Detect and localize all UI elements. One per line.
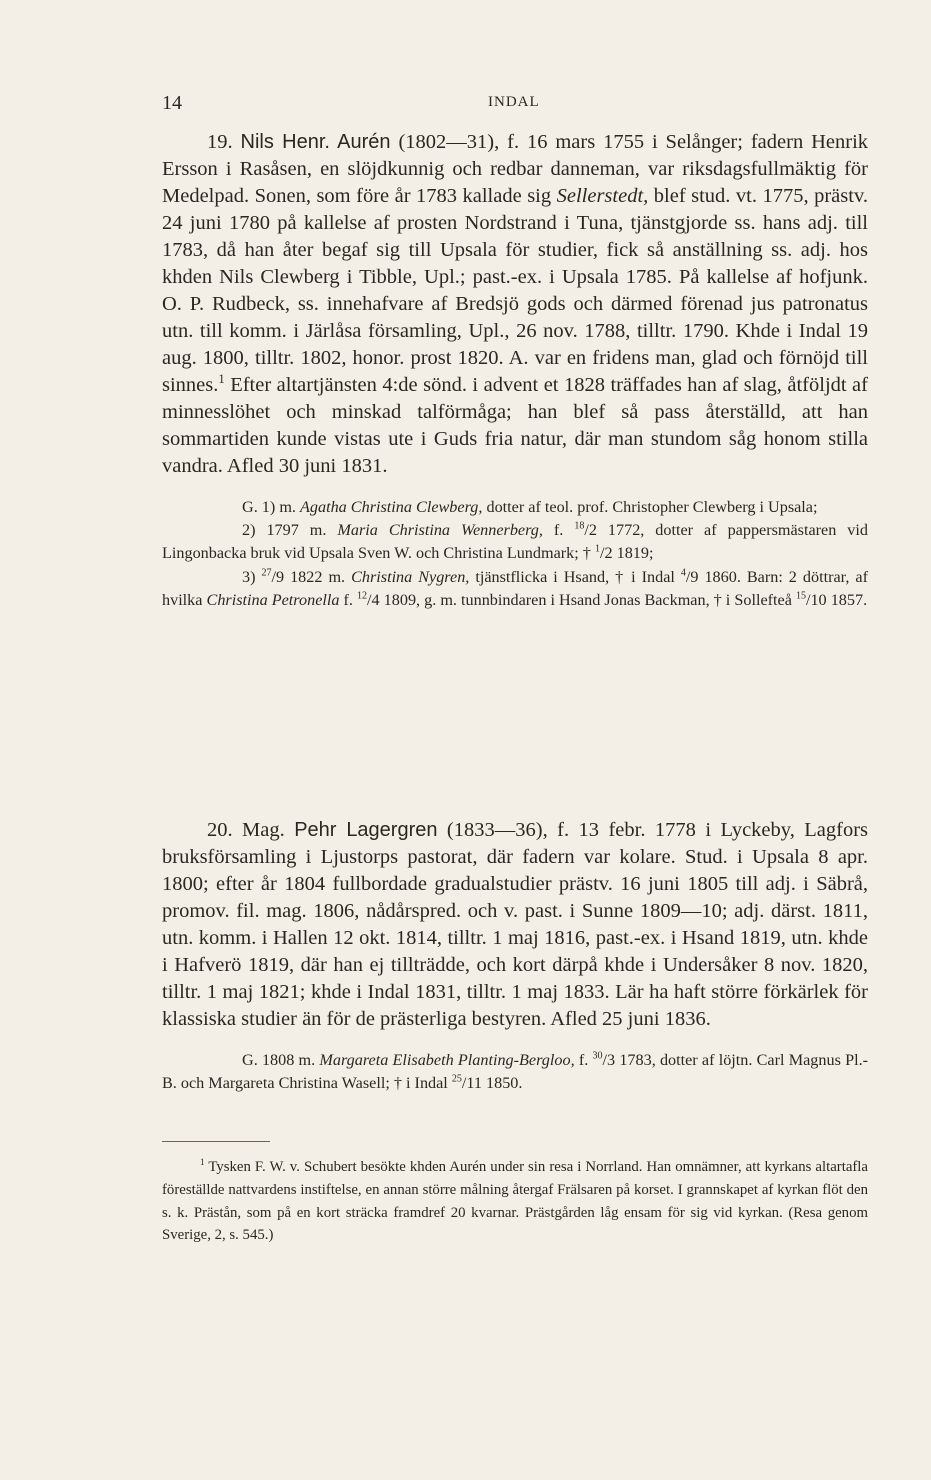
marriage-2 — [162, 519, 868, 565]
genealogy-text: dotter af teol. prof. Christopher Clewberg i Upsala; — [482, 498, 818, 516]
genealogy-text: /11 1850. — [461, 1074, 523, 1093]
date-numerator: 4 — [680, 567, 686, 579]
entry-text: blef stud. vt. 1775, prästv. 24 juni 1780 på kallelse af prosten Nordstrand i Tuna, tjänstgjorde ss. hans adj. till 1783, då han åter begaf sig till Upsala för studier, fick så anställning ss. adj. hos khden Nils Clewberg i Tibble, Upl.; past.-ex. i Upsala 1785. På kallelse af hofjunk. O. P. Rudbeck, ss. innehafvare af Bredsjö gods och därmed förenad jus patronatus utn. till komm. i Järlåsa församling, Upl., 26 nov. 1788, tilltr. 1790. Khde i Indal 19 aug. 1800, tilltr. 1802, honor. prost 1820. A. var en fridens man, glad och förnöjd till sinnes. — [162, 185, 868, 396]
entry-number: 20. Mag. — [207, 819, 285, 841]
date-numerator: 1 — [594, 544, 600, 556]
genealogy-text: /4 1809, g. m. tunnbindaren i Hsand Jonas Backman, † i Sollefteå — [367, 590, 796, 609]
genealogy-text: /2 1772, dotter af pappersmästaren vid Lingonbacka bruk vid Upsala Sven W. och Christina Lundmark; † — [162, 521, 868, 563]
page-number: 14 — [162, 92, 182, 114]
entry-body — [162, 817, 868, 1033]
genealogy-text: /3 1783, dotter af löjtn. Carl Magnus Pl.-B. och Margareta Christina Wasell; † i Indal — [162, 1051, 869, 1093]
date-numerator: 12 — [357, 590, 368, 602]
genealogy-text: f. — [542, 521, 575, 540]
genealogy-text: G. 1) m. — [242, 498, 300, 516]
date-numerator: 30 — [592, 1050, 603, 1062]
genealogy-text: tjänstflicka i Hsand, † i Indal — [469, 567, 681, 586]
running-head: INDAL — [488, 94, 540, 110]
marriage-3 — [162, 566, 868, 612]
date-numerator: 25 — [451, 1073, 462, 1085]
spouse-name: Agatha Christina Clewberg, — [300, 498, 483, 516]
genealogy-text: /2 1819; — [599, 544, 654, 563]
entry-number: 19. — [207, 131, 233, 153]
genealogy-text: 2) 1797 m. — [242, 521, 338, 540]
genealogy-text: /10 1857. — [805, 590, 868, 609]
genealogy-text: /9 1860. Barn: 2 döttrar, af hvilka — [162, 567, 868, 609]
entry-text: Efter altartjänsten 4:de sönd. i advent et 1828 träffades han af slag, åtföljdt af minnesslöhet och minskad talförmåga; han blef så pass återställd, att han sommartiden kunde vistas ute i Guds fria natur, där man stundom såg honom stilla vandra. Afled 30 juni 1831. — [162, 374, 868, 477]
spouse-name: Christina Nygren, — [351, 567, 470, 586]
genealogy-text: f. — [574, 1051, 593, 1069]
genealogy-text: f. — [339, 590, 357, 609]
genealogy-text: G. 1808 m. — [242, 1051, 320, 1069]
page-header — [162, 92, 869, 116]
footnote-text: Tysken F. W. v. Schubert besökte khden Aurén under sin resa i Norrland. Han omnämner, att kyrkans altartafla föreställde nattvardens instiftelse, en annan större målning återgaf Frälsaren på korset. I grannskapet af kyrkan flöt den s. k. Prästån, som på en kort sträcka framdref 20 kvarnar. Prästgården låg ensam för sig vid kyrkan. (Resa genom Sverige, 2, s. 545.) — [162, 1159, 868, 1244]
date-numerator: 18 — [574, 520, 585, 532]
date-numerator: 27 — [261, 567, 272, 579]
biography-entry-19 — [162, 129, 868, 612]
footnote-marker: 1 — [200, 1157, 205, 1168]
person-name: Pehr Lagergren — [294, 819, 438, 841]
date-numerator: 15 — [795, 590, 806, 602]
entry-text: (1802—31), f. 16 mars 1755 i Selånger; fadern Henrik Ersson i Rasåsen, en slöjdkunnig och redbar danneman, var riksdagsfullmäktig för Medelpad. Sonen, som före år 1783 kallade sig — [162, 131, 869, 207]
entry-text: (1833—36), f. 13 febr. 1778 i Lyckeby, Lagfors bruksförsamling i Ljustorps pastorat, där fadern var kolare. Stud. i Upsala 8 apr. 1800; efter år 1804 fullbordade gradualstudier prästv. 16 juni 1805 till adj. i Säbrå, promov. fil. mag. 1806, nådårspred. och v. past. i Sunne 1809—10; adj. därst. 1811, utn. komm. i Hallen 12 okt. 1814, tilltr. 1 maj 1816, past.-ex. i Hsand 1819, utn. khde i Hafverö 1819, där han ej tillträdde, och kort därpå khde i Undersåker 8 nov. 1820, tilltr. 1 maj 1821; khde i Indal 1831, tilltr. 1 maj 1833. Lär ha haft större förkärlek för klassiska studier än för de prästerliga bestyren. Afled 25 juni 1836. — [162, 819, 869, 1030]
footnote — [162, 1156, 868, 1247]
marriage-1 — [162, 1049, 868, 1095]
genealogy-block — [162, 1049, 868, 1095]
genealogy-text: /9 1822 m. — [271, 567, 352, 586]
biography-entry-20 — [162, 817, 868, 1095]
spouse-name: Margareta Elisabeth Planting-Bergloo, — [319, 1051, 575, 1069]
footnote-reference: 1 — [218, 372, 225, 387]
entry-body — [162, 129, 868, 480]
child-name: Christina Petronella — [206, 590, 340, 609]
genealogy-text: 3) — [242, 567, 262, 586]
person-name: Nils Henr. Aurén — [240, 131, 391, 153]
alias-name: Sellerstedt, — [556, 185, 649, 207]
spouse-name: Maria Christina Wennerberg, — [337, 521, 543, 540]
marriage-1 — [162, 496, 868, 519]
genealogy-block — [162, 496, 868, 612]
footnote-divider — [162, 1141, 270, 1142]
